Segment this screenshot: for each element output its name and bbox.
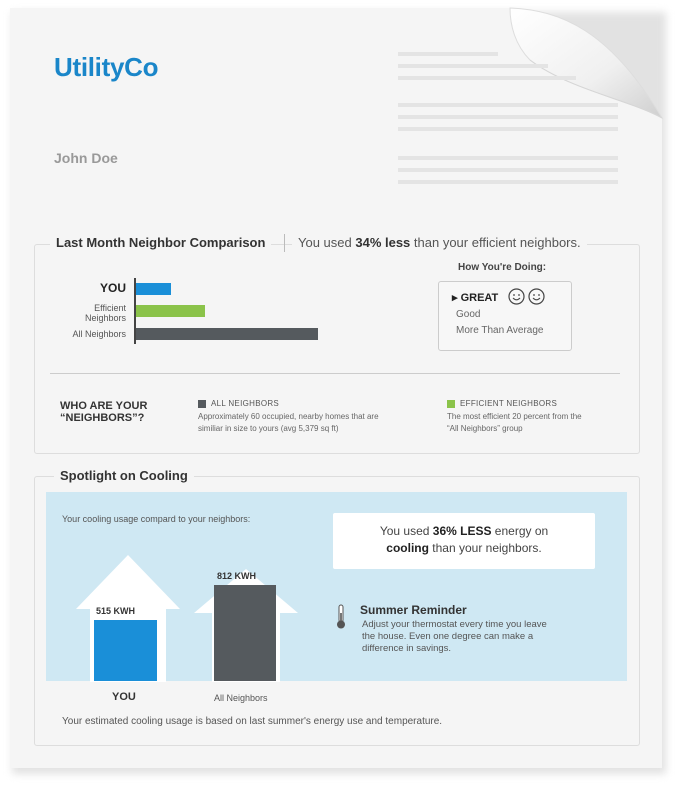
who-heading: WHO ARE YOUR “NEIGHBORS”? [60, 400, 148, 424]
house-label-all: All Neighbors [214, 693, 268, 703]
cooling-caption: Your cooling usage compard to your neighbors: [62, 514, 251, 524]
cooling-bar-you [94, 620, 157, 681]
placeholder-line [398, 52, 498, 56]
placeholder-line [398, 64, 548, 68]
comparison-title: Last Month Neighbor Comparison [50, 235, 271, 250]
smiley-icon [528, 288, 545, 305]
house-label-you: YOU [112, 691, 136, 703]
legend-title-efficient: EFFICIENT NEIGHBORS [460, 399, 558, 408]
title-divider [284, 234, 285, 252]
placeholder-line [398, 180, 618, 184]
bar-all-neighbors [136, 328, 318, 340]
bar-label-you: YOU [99, 281, 126, 295]
thermometer-icon [335, 604, 347, 630]
brand-logo: UtilityCo [54, 52, 159, 82]
kwh-you: 515 KWH [96, 606, 136, 617]
cooling-footnote: Your estimated cooling usage is based on last summer's energy use and temperature. [62, 716, 443, 727]
section-divider [50, 373, 620, 374]
bar-label-efficient: Efficient Neighbors [84, 303, 126, 323]
placeholder-line [398, 127, 618, 131]
kwh-all: 812 KWH [217, 571, 257, 581]
legend-title-all: ALL NEIGHBORS [211, 399, 280, 408]
cooling-title: Spotlight on Cooling [54, 468, 194, 483]
legend-swatch-efficient [447, 400, 455, 408]
placeholder-line [398, 168, 618, 172]
reminder-text: Adjust your thermostat every time you leave the house. Even one degree can make a difference in savings. [362, 619, 547, 654]
legend-swatch-all [198, 400, 206, 408]
bar-you [136, 283, 171, 295]
bar-efficient [136, 305, 205, 317]
smiley-icon [508, 288, 525, 305]
comparison-summary: You used 34% less than your efficient neighbors. [292, 235, 587, 250]
cooling-message: You used 36% LESS energy on cooling than your neighbors. [333, 513, 595, 569]
rating-great: ▸ GREAT [452, 292, 499, 304]
placeholder-line [398, 115, 618, 119]
customer-name: John Doe [54, 150, 118, 166]
placeholder-line [398, 76, 576, 80]
placeholder-line [398, 156, 618, 160]
rating-good: Good [456, 309, 481, 320]
placeholder-line [398, 103, 618, 107]
bar-label-all: All Neighbors [72, 329, 126, 339]
legend-desc-efficient: The most efficient 20 percent from the “All Neighbors” group [447, 412, 582, 433]
rating-title: How You're Doing: [458, 262, 547, 273]
reminder-title: Summer Reminder [360, 603, 467, 617]
legend-desc-all: Approximately 60 occupied, nearby homes that are similiar in size to yours (avg 5,379 sq ft) [198, 412, 379, 433]
cooling-bar-all-neighbors [214, 585, 276, 681]
rating-average: More Than Average [456, 325, 544, 336]
